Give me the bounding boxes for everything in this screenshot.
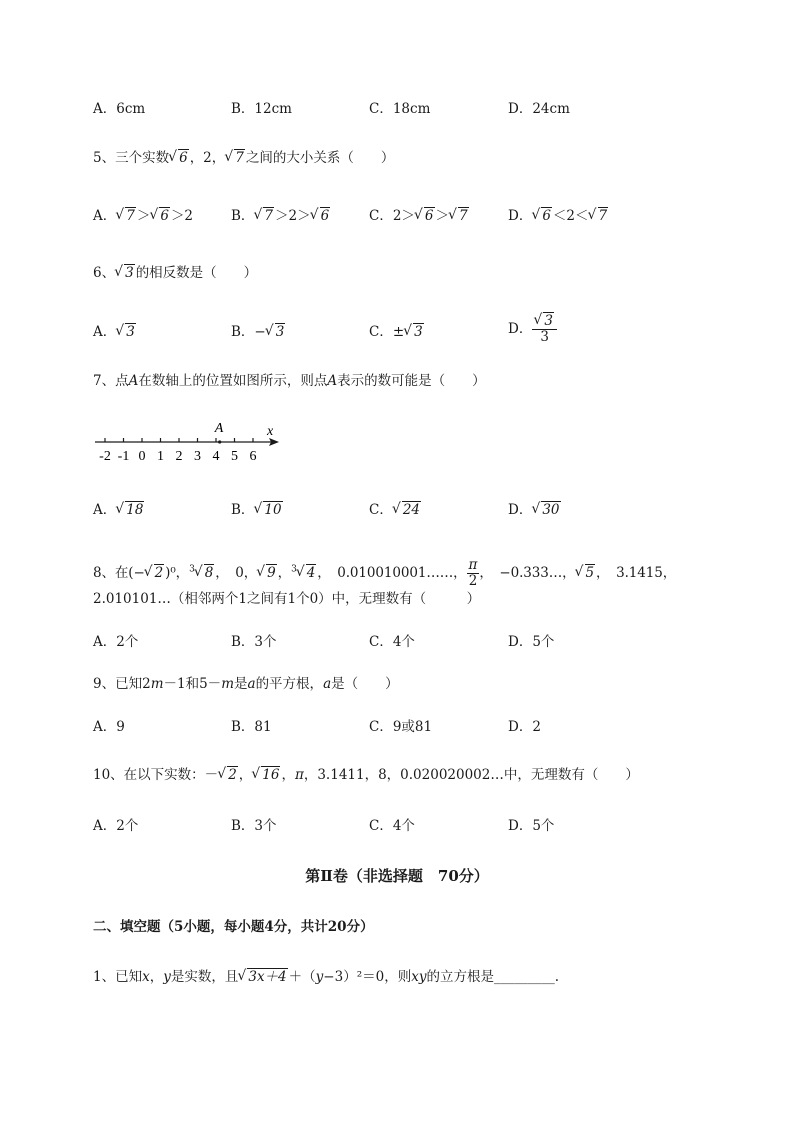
q7-option-d: D．√ 30 xyxy=(508,500,562,520)
section-2-title: 第Ⅱ卷（非选择题 70分） xyxy=(305,867,489,885)
q7-option-c: C．√ 24 xyxy=(369,500,422,520)
axis-tick-label: 5 xyxy=(231,449,238,464)
axis-x-label: x xyxy=(267,424,274,439)
q8-stem-line1: 8、在(−√ 2 )⁰，$^3$√ 8 ， 0，√ 9 ，$^3$√ 4 ， 0.010010001……， $\frac{\pi}{2}$ ， −0.333…，√ 5 ， 3.1415， xyxy=(93,558,676,589)
sqrt-6: √ 6 xyxy=(169,148,189,168)
q5-text-2: ，2， xyxy=(189,150,226,166)
q4-option-a: A．6cm xyxy=(93,101,146,117)
axis-tick-label: -2 xyxy=(99,449,111,464)
q9-option-d: D．2 xyxy=(508,719,541,735)
q6-option-a: A．√ 3 xyxy=(93,322,137,342)
axis-tick-label: 3 xyxy=(194,449,201,464)
q5-option-d: D．√ 6 ＜2＜√ 7 xyxy=(508,206,609,226)
q4-option-b: B．12cm xyxy=(231,101,292,117)
fill-q1-stem: 1、已知x，y是实数，且√ 3x＋4 ＋（y−3）²＝0，则xy的立方根是_________. xyxy=(93,967,559,987)
sqrt-3: √ 3 xyxy=(115,263,135,283)
axis-tick-label: 6 xyxy=(249,449,257,464)
q8-option-a: A．2个 xyxy=(93,634,139,650)
q6-stem: 6、√ 3 的相反数是（ ） xyxy=(93,263,257,283)
q5-stem xyxy=(93,148,394,168)
q4-option-c: C．18cm xyxy=(369,101,431,117)
q7-option-a: A．√ 18 xyxy=(93,500,145,520)
q9-option-c: C．9或81 xyxy=(369,719,433,735)
point-a-label: A xyxy=(214,421,224,436)
axis-tick-label: 0 xyxy=(138,449,146,464)
q6-option-c: C．±√ 3 xyxy=(369,322,425,342)
q9-option-b: B．81 xyxy=(231,719,272,735)
axis-tick-label: 4 xyxy=(212,449,220,464)
q9-stem: 9、已知2m－1和5－m是a的平方根，a是（ ） xyxy=(93,676,399,692)
pi-over-2: $\frac{\pi}{2}$ xyxy=(468,557,478,589)
q5-text-3: 之间的大小关系（ ） xyxy=(245,150,395,166)
q6-option-d: D． √ $\frac{3}{3}$ xyxy=(508,314,557,345)
fraction: √ $\frac{3}{3}$ xyxy=(532,314,557,345)
q5-text-1: 5、三个实数 xyxy=(93,150,170,166)
axis-tick-label: 2 xyxy=(175,449,183,464)
q8-option-d: D．5个 xyxy=(508,634,555,650)
axis-tick-label: -1 xyxy=(117,449,130,464)
number-line xyxy=(95,420,295,468)
q5-option-c: C．2＞√ 6 ＞√ 7 xyxy=(369,206,470,226)
q8-option-c: C．4个 xyxy=(369,634,415,650)
q7-option-b: B．√ 10 xyxy=(231,500,284,520)
q4-option-d: D．24cm xyxy=(508,101,570,117)
q6-option-b: B．−√ 3 xyxy=(231,322,286,342)
q10-option-b: B．3个 xyxy=(231,818,277,834)
q5-option-b: B．√ 7 ＞2＞√ 6 xyxy=(231,206,331,226)
q10-stem: 10、在以下实数：－√ 2 ，√ 16 ，π，3.1411，8，0.020020002…中，无理数有（ ） xyxy=(93,765,639,785)
q10-option-a: A．2个 xyxy=(93,818,139,834)
q7-stem: 7、点A在数轴上的位置如图所示，则点A表示的数可能是（ ） xyxy=(93,373,486,389)
point-a-dot xyxy=(218,440,221,443)
q10-option-d: D．5个 xyxy=(508,818,555,834)
q9-option-a: A．9 xyxy=(93,719,125,735)
q8-option-b: B．3个 xyxy=(231,634,277,650)
axis-tick-label: 1 xyxy=(157,449,164,464)
sqrt-7: √ 7 xyxy=(225,148,245,168)
q5-option-a: A．√ 7 ＞√ 6 ＞2 xyxy=(93,206,193,226)
fill-in-header: 二、填空题（5小题，每小题4分，共计20分） xyxy=(93,919,374,935)
q10-option-c: C．4个 xyxy=(369,818,415,834)
sqrt-3x-plus-4: √ 3x＋4 xyxy=(238,967,287,987)
q8-stem-line2: 2.010101…（相邻两个1之间有1个0）中，无理数有（ ） xyxy=(93,591,481,607)
